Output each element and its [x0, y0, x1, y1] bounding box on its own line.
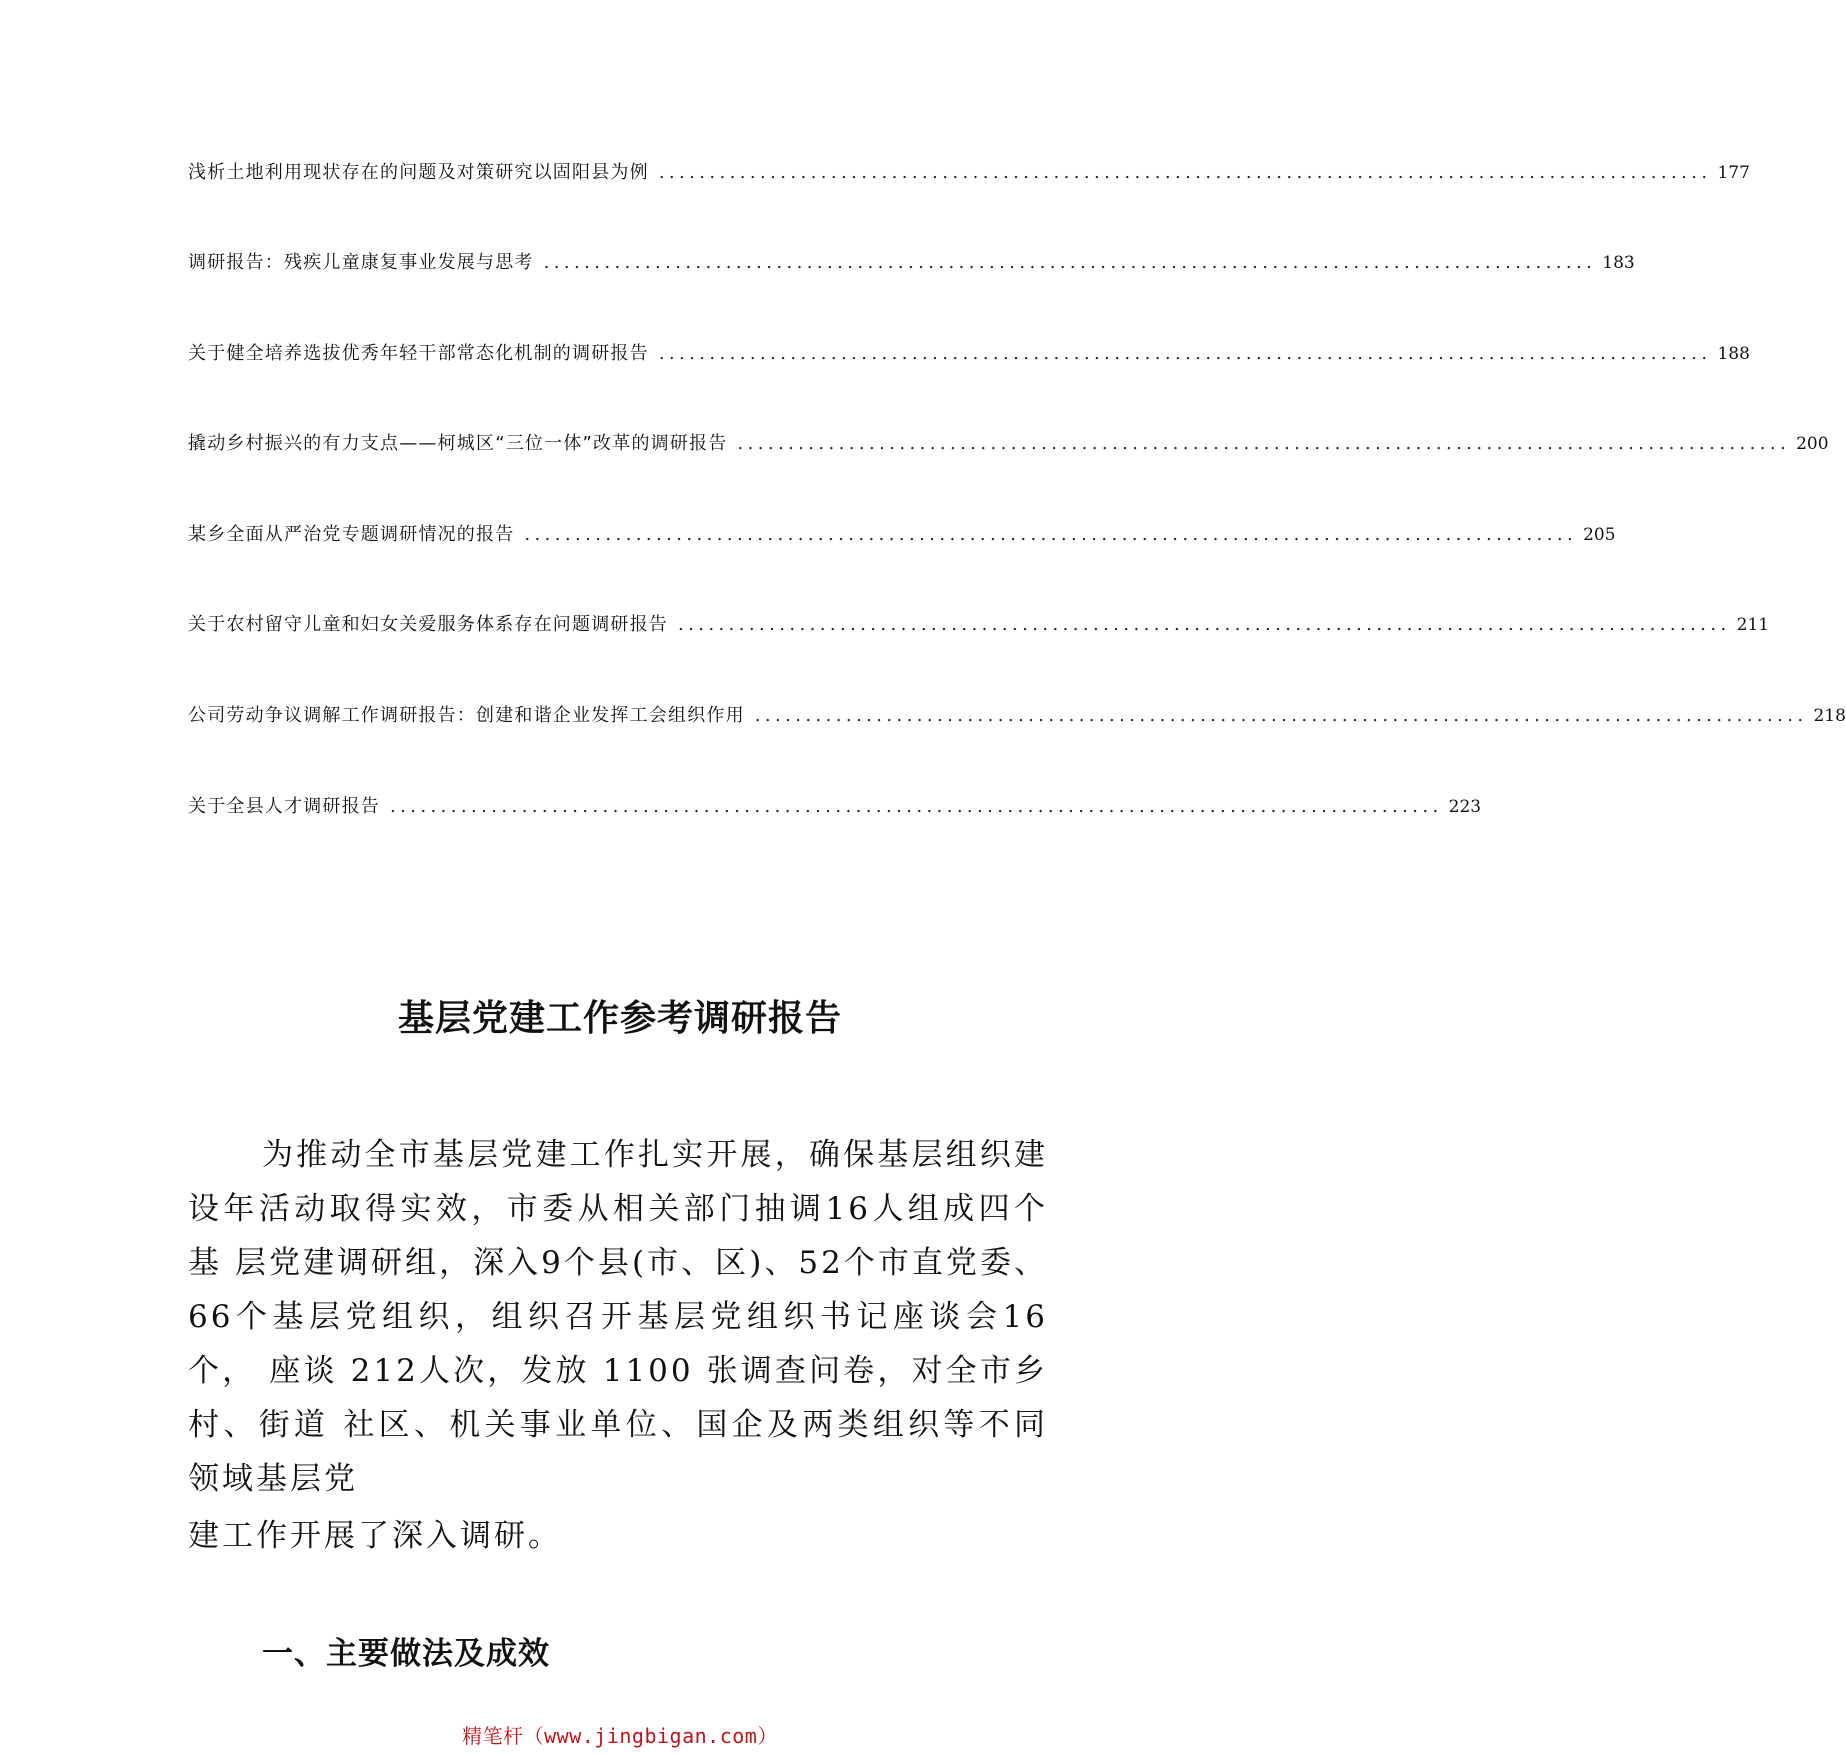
toc-leader-dots: ........................................................................................................ [737, 433, 1791, 454]
toc-entry[interactable] [188, 158, 1750, 184]
toc-entry-title: 撬动乡村振兴的有力支点——柯城区“三位一体”改革的调研报告 [188, 433, 728, 454]
toc-entry-page: 200 [1796, 434, 1829, 454]
footer-watermark[interactable]: 精笔杆（www.jingbigan.com） [462, 1724, 778, 1748]
document-title: 基层党建工作参考调研报告 [397, 998, 842, 1039]
toc-entry[interactable] [188, 339, 1750, 365]
toc-entry-page: 205 [1583, 525, 1616, 545]
toc-leader-dots: ........................................................................................................ [658, 162, 1712, 183]
toc-leader-dots: ........................................................................................................ [678, 614, 1731, 635]
toc-leader-dots: ........................................................................................................ [524, 524, 1578, 545]
toc-entry[interactable] [188, 520, 1616, 546]
toc-entry-page: 223 [1448, 797, 1482, 817]
toc-entry-page: 211 [1736, 615, 1770, 635]
toc-entry-page: 218 [1813, 706, 1846, 726]
toc-entry-title: 公司劳动争议调解工作调研报告：创建和谐企业发挥工会组织作用 [188, 705, 745, 726]
toc-entry[interactable] [188, 248, 1635, 274]
body-paragraph-tail: 建工作开展了深入调研。 [188, 1518, 562, 1554]
toc-entry-title: 关于健全培养选拔优秀年轻干部常态化机制的调研报告 [188, 343, 649, 364]
toc-leader-dots: ........................................................................................................ [543, 252, 1597, 273]
toc-entry-page: 183 [1602, 253, 1635, 273]
toc-entry-title: 某乡全面从严治党专题调研情况的报告 [188, 524, 515, 545]
toc-leader-dots: ........................................................................................................ [754, 705, 1808, 726]
body-paragraph: 为推动全市基层党建工作扎实开展，确保基层组织建设年活动取得实效，市委从相关部门抽调16人组成四个基 层党建调研组，深入9个县(市、区)、52个市直党委、 66个基层党组织，组织召开基层党组织书记座谈会16个， 座谈 212人次，发放 1100 张调查问卷，对全市乡村、街道 社区、机关事业单位、国企及两类组织等不同领域基层党 [188, 1137, 1048, 1497]
toc-entry-page: 177 [1717, 163, 1750, 183]
toc-entry-title: 调研报告：残疾儿童康复事业发展与思考 [188, 252, 534, 273]
toc-leader-dots: ........................................................................................................ [390, 796, 1443, 817]
toc-entry[interactable] [188, 610, 1770, 636]
toc-entry[interactable] [188, 792, 1482, 818]
toc-entry-page: 188 [1717, 344, 1750, 364]
toc-entry-title: 浅析土地利用现状存在的问题及对策研究以固阳县为例 [188, 162, 649, 183]
section-heading: 一、主要做法及成效 [262, 1636, 550, 1672]
toc-entry[interactable] [188, 429, 1829, 455]
toc-entry-title: 关于全县人才调研报告 [188, 796, 380, 817]
toc-entry-title: 关于农村留守儿童和妇女关爱服务体系存在问题调研报告 [188, 614, 668, 635]
toc-entry[interactable] [188, 701, 1846, 727]
toc-leader-dots: ........................................................................................................ [658, 343, 1712, 364]
